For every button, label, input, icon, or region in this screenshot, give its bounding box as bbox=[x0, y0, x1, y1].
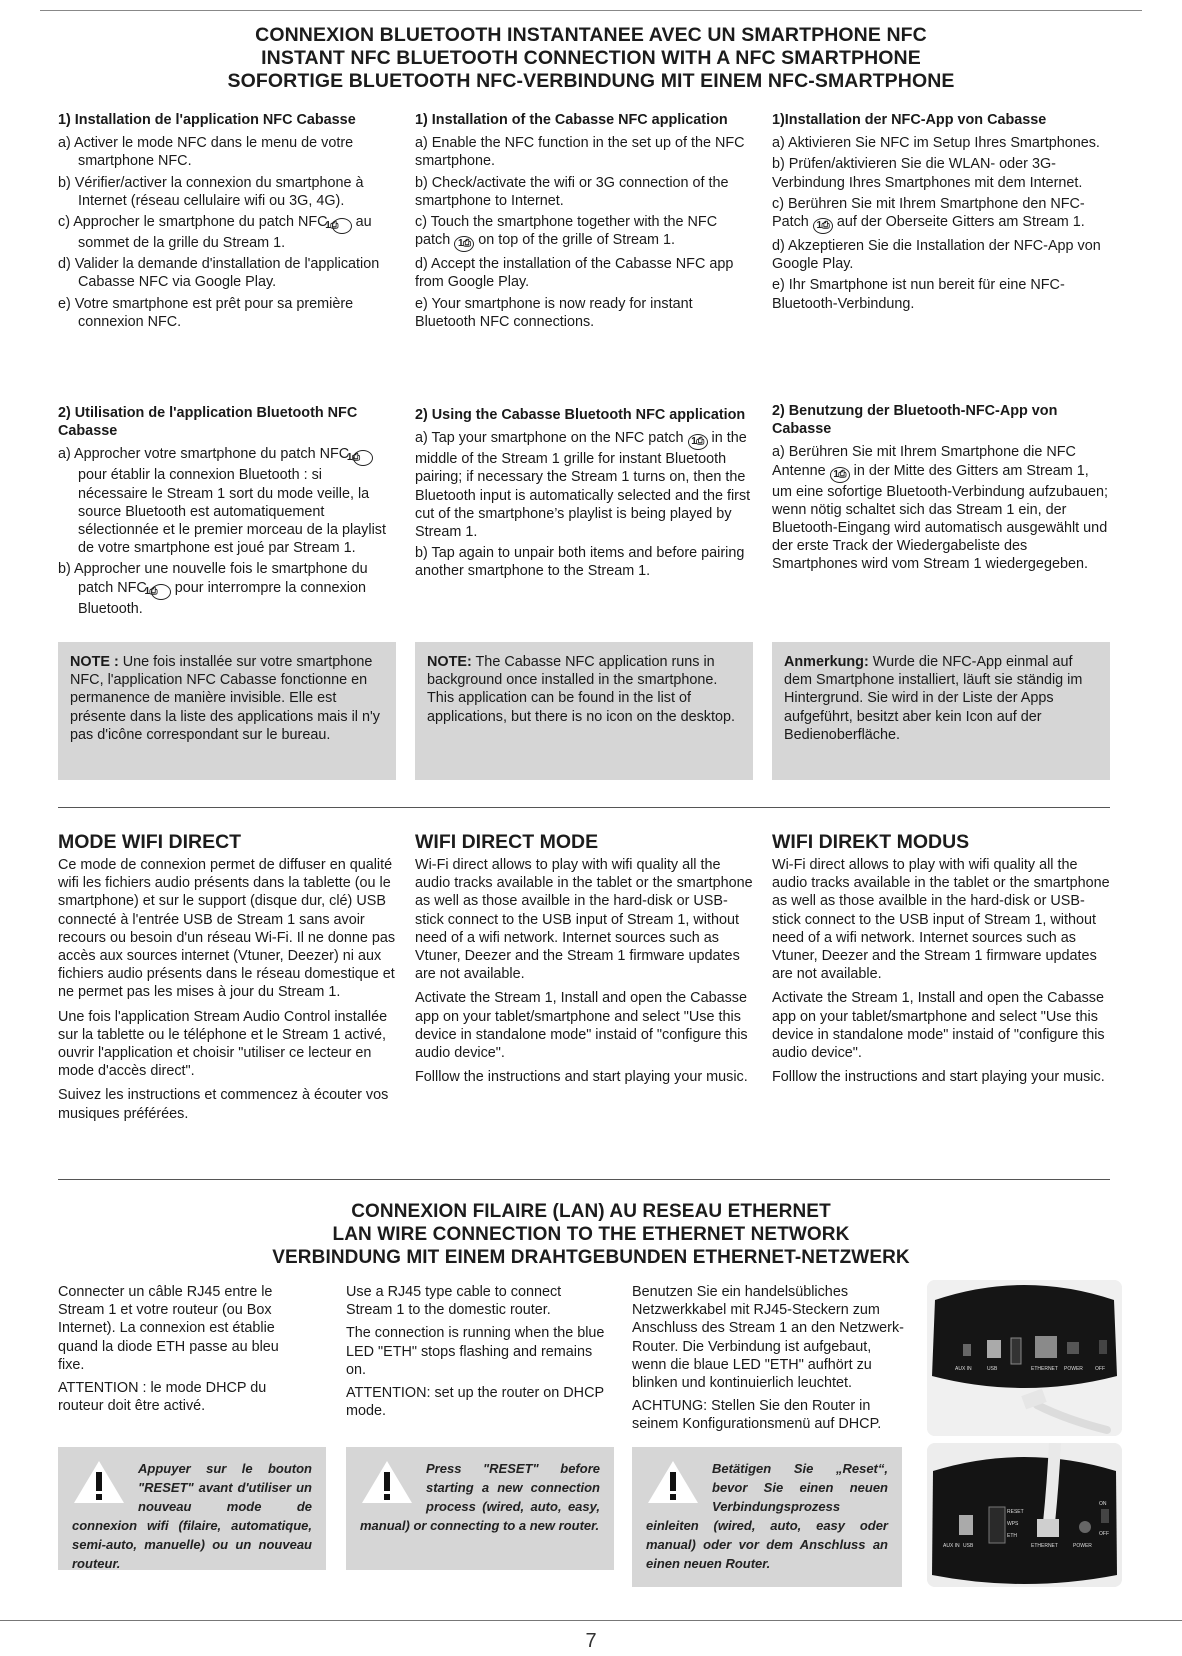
note-box-en bbox=[415, 642, 753, 780]
aux-label: AUX IN bbox=[943, 1543, 960, 1549]
step-e: e) Votre smartphone est prêt pour sa première connexion NFC. bbox=[58, 295, 354, 330]
section-heading: WIFI DIREKT MODUS bbox=[772, 831, 970, 853]
usb-label: USB bbox=[963, 1543, 974, 1549]
nfc-icon: 1⎙ bbox=[454, 236, 474, 252]
section-heading: WIFI DIRECT MODE bbox=[415, 831, 599, 853]
nfc-icon: 1⎙ bbox=[151, 584, 171, 600]
step-a: a) Berühren Sie mit Ihrem Smartphone die NFC Antenne 1⎙ in der Mitte des Gitters am Stream 1, um eine sofortige Bluetooth-Verbindung aufzubauen; wenn nötig schaltet sich das Stream 1 ein, der Bluetooth-Eingang wird automatisch ausgewählt und der erste Track der Wiedergabeliste des Smartphones wird vom Stream 1 wiedergegeben. bbox=[772, 444, 1109, 573]
wps-label: WPS bbox=[1007, 1521, 1019, 1527]
ethernet-label: ETHERNET bbox=[1031, 1543, 1058, 1549]
usb-label: USB bbox=[987, 1366, 998, 1372]
paragraph: Folllow the instructions and start playing your music. bbox=[772, 1069, 1105, 1086]
rear-panel-photo-plugged bbox=[927, 1443, 1122, 1587]
step-d: d) Valider la demande d'installation de l'application Cabasse NFC via Google Play. bbox=[58, 256, 380, 291]
lan-headline-fr: CONNEXION FILAIRE (LAN) AU RESEAU ETHERNET bbox=[351, 1201, 831, 1222]
aux-label: AUX IN bbox=[955, 1366, 972, 1372]
nfc-usage-en bbox=[415, 406, 753, 584]
step-c: c) Approcher le smartphone du patch NFC 1⎙ au sommet de la grille du Stream 1. bbox=[58, 214, 372, 252]
step-d: d) Akzeptieren Sie die Installation der NFC-App von Google Play. bbox=[772, 238, 1101, 273]
nfc-icon: 1⎙ bbox=[332, 218, 352, 234]
nfc-icon: 1⎙ bbox=[353, 450, 373, 466]
section-title: 1)Installation der NFC-App von Cabasse bbox=[772, 112, 1047, 128]
reset-warning-en bbox=[346, 1447, 614, 1570]
paragraph: Activate the Stream 1, Install and open the Cabasse app on your tablet/smartphone and select "Use this device in standalone mode" instaid of "configure this audio device". bbox=[772, 990, 1105, 1062]
note-label: NOTE : bbox=[70, 654, 119, 670]
paragraph: Ce mode de connexion permet de diffuser en qualité wifi les fichiers audio présents dans la tablette (ou le smartphone) et sur le support (disque dur, clé) USB connecté à l'entrée USB de Stream 1 sans avoir recours ou besoin d'un réseau Wi-Fi. Il ne donne pas accès aux sources internet (Vtuner, Deezer) ni aux fichiers audio présents dans le réseau domestique et ne permet pas les mises à jour du Stream 1. bbox=[58, 857, 396, 1001]
attention: ATTENTION : le mode DHCP du routeur doit être activé. bbox=[58, 1380, 267, 1415]
ethernet-plug-graphic bbox=[1037, 1519, 1059, 1537]
step-a: a) Activer le mode NFC dans le menu de votre smartphone NFC. bbox=[58, 135, 354, 170]
section-title: 2) Benutzung der Bluetooth-NFC-App von Cabasse bbox=[772, 403, 1058, 438]
paragraph: Une fois l'application Stream Audio Control installée sur la tablette ou le téléphone et le Stream 1 activé, ouvrir l'application et choisir "utiliser ce lecteur en mode d'accès direct". bbox=[58, 1008, 388, 1080]
headline-fr: CONNEXION BLUETOOTH INSTANTANEE AVEC UN SMARTPHONE NFC bbox=[255, 24, 927, 46]
step-a: a) Approcher votre smartphone du patch NFC 1⎙ pour établir la connexion Bluetooth : si nécessaire le Stream 1 sort du mode veille, la source Bluetooth est automatiquement sélectionnée et le premier morceau de la playlist de votre smartphone est joué par Stream 1. bbox=[58, 446, 386, 557]
headline-en: INSTANT NFC BLUETOOTH CONNECTION WITH A NFC SMARTPHONE bbox=[261, 47, 921, 69]
step-a: a) Aktivieren Sie NFC im Setup Ihres Smartphones. bbox=[772, 135, 1100, 152]
section-title: 1) Installation of the Cabasse NFC application bbox=[415, 112, 728, 128]
note-label: NOTE: bbox=[427, 654, 472, 670]
section-heading: MODE WIFI DIRECT bbox=[58, 831, 242, 853]
note-text: Une fois installée sur votre smartphone NFC, l'application NFC Cabasse fonctionne en permanence de manière invisible. Elle est présente dans la liste des applications mais il n'y pas d'icône correspondant sur le bureau. bbox=[70, 654, 380, 743]
note-text: The Cabasse NFC application runs in background once installed in the smartphone. This application can be found in the list of applications, but there is no icon on the desktop. bbox=[427, 654, 736, 725]
nfc-install-de bbox=[772, 111, 1112, 316]
ethernet-label: ETHERNET bbox=[1031, 1366, 1058, 1372]
paragraph: The connection is running when the blue LED "ETH" stops flashing and remains on. bbox=[346, 1325, 605, 1378]
nfc-install-fr bbox=[58, 111, 393, 334]
reset-warning-fr bbox=[58, 1447, 326, 1570]
lan-de bbox=[632, 1283, 904, 1439]
step-a: a) Tap your smartphone on the NFC patch 1⎙ in the middle of the Stream 1 grille for instant Bluetooth pairing; if necessary the Stream 1 turns on, then the Bluetooth input is automatically selected and the first cut of the smartphone’s playlist is being played by Stream 1. bbox=[415, 430, 751, 541]
aux-port-graphic bbox=[963, 1344, 971, 1356]
note-label: Anmerkung: bbox=[784, 654, 869, 670]
nfc-icon: 1⎙ bbox=[813, 218, 833, 234]
warning-text: Press "RESET" before starting a new connection process (wired, auto, easy, manual) or connecting to a new router. bbox=[360, 1461, 600, 1533]
rear-panel-photo-cable bbox=[927, 1280, 1122, 1436]
reset-label: RESET bbox=[1007, 1509, 1024, 1515]
lan-headline bbox=[0, 1200, 1182, 1269]
paragraph: Wi-Fi direct allows to play with wifi quality all the audio tracks available in the tablet or the smartphone as well as those availble in the hard-disk or USB-stick connect to the USB input of Stream 1, without need of a wifi network. Internet sources such as Vtuner, Deezer and the Stream 1 firmware updates are not available. bbox=[415, 857, 753, 983]
nfc-usage-fr bbox=[58, 404, 393, 621]
note-box-fr bbox=[58, 642, 396, 780]
usb-port-graphic bbox=[987, 1340, 1001, 1358]
step-e: e) Ihr Smartphone ist nun bereit für eine NFC-Bluetooth-Verbindung. bbox=[772, 277, 1065, 312]
wifi-direct-en bbox=[415, 831, 753, 1092]
reset-warning-de bbox=[632, 1447, 902, 1587]
warning-icon bbox=[72, 1459, 126, 1505]
nfc-icon: 1⎙ bbox=[830, 467, 850, 483]
eth-label: ETH bbox=[1007, 1533, 1017, 1539]
section-title: 1) Installation de l'application NFC Cabasse bbox=[58, 112, 356, 128]
step-a: a) Enable the NFC function in the set up of the NFC smartphone. bbox=[415, 135, 745, 170]
paragraph: Connecter un câble RJ45 entre le Stream 1 et votre routeur (ou Box Internet). La connexion est établie quand la diode ETH passe au bleu fixe. bbox=[58, 1284, 279, 1373]
power-label: POWER bbox=[1064, 1366, 1083, 1372]
step-c: c) Berühren Sie mit Ihrem Smartphone den NFC-Patch 1⎙ auf der Oberseite Gitters am Stream 1. bbox=[772, 195, 1112, 234]
attention: ATTENTION: set up the router on DHCP mode. bbox=[346, 1385, 604, 1420]
usb-port-graphic bbox=[959, 1515, 973, 1535]
step-e: e) Your smartphone is now ready for instant Bluetooth NFC connections. bbox=[415, 295, 693, 330]
paragraph: Folllow the instructions and start playing your music. bbox=[415, 1069, 748, 1086]
bottom-rule bbox=[0, 1620, 1182, 1621]
divider bbox=[58, 807, 1110, 808]
attention: ACHTUNG: Stellen Sie den Router in seinem Konfigurationsmenü auf DHCP. bbox=[632, 1398, 882, 1433]
lan-headline-de: VERBINDUNG MIT EINEM DRAHTGEBUNDEN ETHERNET-NETZWERK bbox=[272, 1247, 910, 1268]
lan-en bbox=[346, 1283, 606, 1425]
ethernet-port-graphic bbox=[1035, 1336, 1057, 1358]
step-b: b) Approcher une nouvelle fois le smartphone du patch NFC 1⎙ pour interrompre la connexion Bluetooth. bbox=[58, 561, 368, 617]
wifi-direct-de bbox=[772, 831, 1112, 1092]
paragraph: Activate the Stream 1, Install and open the Cabasse app on your tablet/smartphone and select "Use this device in standalone mode" instaid of "configure this audio device". bbox=[415, 990, 748, 1062]
step-b: b) Tap again to unpair both items and before pairing another smartphone to the Stream 1. bbox=[415, 545, 745, 580]
warning-icon bbox=[360, 1459, 414, 1505]
step-d: d) Accept the installation of the Cabasse NFC app from Google Play. bbox=[415, 256, 734, 291]
step-b: b) Check/activate the wifi or 3G connection of the smartphone to Internet. bbox=[415, 174, 729, 209]
paragraph: Use a RJ45 type cable to connect Stream 1 to the domestic router. bbox=[346, 1284, 562, 1319]
nfc-icon: 1⎙ bbox=[688, 434, 708, 450]
paragraph: Wi-Fi direct allows to play with wifi quality all the audio tracks available in the tablet or the smartphone as well as those availble in the hard-disk or USB-stick connect to the USB input of Stream 1, without need of a wifi network. Internet sources such as Vtuner, Deezer and the Stream 1 firmware updates are not available. bbox=[772, 857, 1110, 983]
off-label: OFF bbox=[1095, 1366, 1105, 1372]
lan-headline-en: LAN WIRE CONNECTION TO THE ETHERNET NETWORK bbox=[332, 1224, 850, 1245]
top-rule bbox=[40, 10, 1142, 11]
wifi-direct-fr bbox=[58, 831, 398, 1129]
step-b: b) Prüfen/aktivieren Sie die WLAN- oder 3G-Verbindung Ihres Smartphones mit dem Internet. bbox=[772, 156, 1083, 191]
divider bbox=[58, 1179, 1110, 1180]
warning-text: Appuyer sur le bouton "RESET" avant d'utiliser un nouveau mode de connexion wifi (filaire, automatique, semi-auto, manuelle) ou un nouveau routeur. bbox=[72, 1461, 312, 1571]
paragraph: Benutzen Sie ein handelsübliches Netzwerkkabel mit RJ45-Steckern zum Anschluss des Stream 1 an den Netzwerk-Router. Die Verbindung ist aufgebaut, wenn die blaue LED "ETH" aufhört zu blinken und kontinuierlich leuchtet. bbox=[632, 1284, 904, 1392]
step-b: b) Vérifier/activer la connexion du smartphone à Internet (réseau cellulaire wifi ou 3G, 4G). bbox=[58, 174, 364, 209]
off-label: OFF bbox=[1099, 1531, 1109, 1537]
on-label: ON bbox=[1099, 1501, 1107, 1507]
note-text: Wurde die NFC-App einmal auf dem Smartphone installiert, läuft sie ständig im Hintergrund. Sie wird in der Liste der Apps aufgeführt, besitzt aber kein Icon auf der Bedienoberfläche. bbox=[784, 654, 1083, 743]
section-title: 2) Using the Cabasse Bluetooth NFC application bbox=[415, 407, 746, 423]
nfc-install-en bbox=[415, 111, 753, 334]
nfc-headline bbox=[0, 24, 1182, 93]
lan-fr bbox=[58, 1283, 308, 1420]
section-title: 2) Utilisation de l'application Bluetooth NFC Cabasse bbox=[58, 405, 358, 440]
step-c: c) Touch the smartphone together with the NFC patch 1⎙ on top of the grille of Stream 1. bbox=[415, 213, 753, 252]
warning-text: Betätigen Sie „Reset“, bevor Sie einen neuen Verbindungsprozess einleiten (wired, auto, easy oder manual) oder vor dem Anschluss an einen neuen Router. bbox=[646, 1461, 888, 1571]
power-label: POWER bbox=[1073, 1543, 1092, 1549]
headline-de: SOFORTIGE BLUETOOTH NFC-VERBINDUNG MIT EINEM NFC-SMARTPHONE bbox=[227, 70, 955, 92]
page-number: 7 bbox=[585, 1630, 597, 1652]
paragraph: Suivez les instructions et commencez à écouter vos musiques préférées. bbox=[58, 1087, 389, 1122]
warning-icon bbox=[646, 1459, 700, 1505]
note-box-de bbox=[772, 642, 1110, 780]
nfc-usage-de bbox=[772, 402, 1112, 577]
